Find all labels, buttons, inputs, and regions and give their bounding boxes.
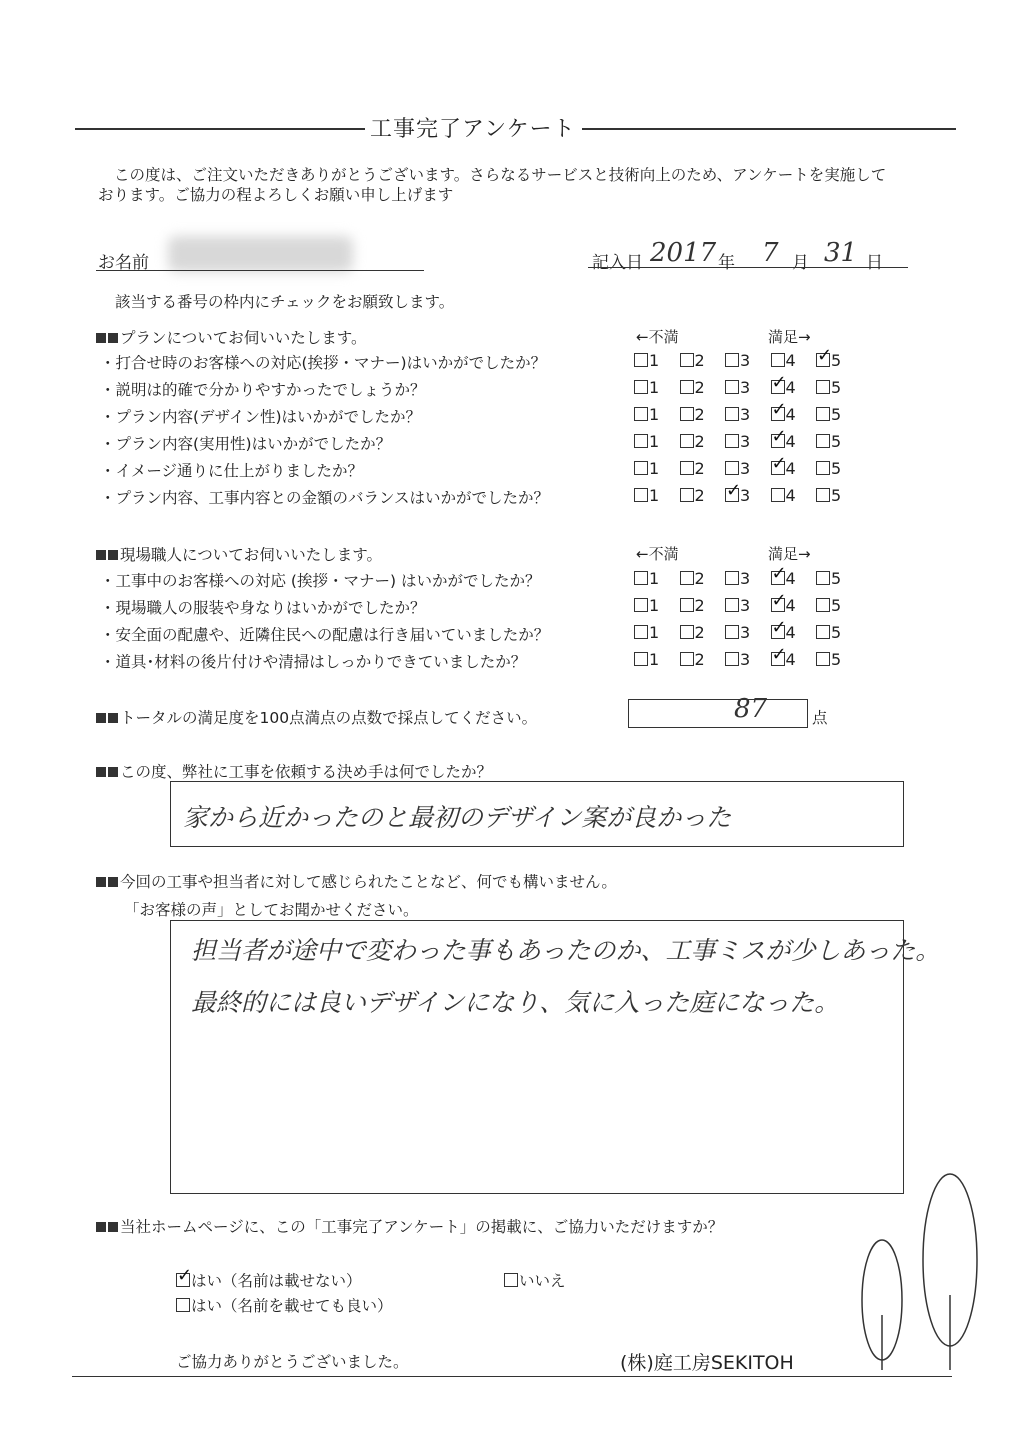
publish-option-no[interactable]: いいえ bbox=[504, 1269, 566, 1291]
rating-option-label: 4 bbox=[785, 569, 796, 588]
rating-option-1[interactable] bbox=[634, 486, 659, 505]
rating-option-label: 4 bbox=[785, 351, 796, 370]
rating-option-1[interactable] bbox=[634, 569, 659, 588]
checkbox-icon[interactable] bbox=[816, 407, 830, 421]
rating-option-label: 4 bbox=[785, 459, 796, 478]
bullet-square-icon bbox=[96, 713, 106, 723]
rating-option-4[interactable] bbox=[771, 596, 796, 615]
rating-option-label: 1 bbox=[649, 623, 660, 642]
rating-option-3[interactable] bbox=[725, 623, 750, 642]
checkbox-icon[interactable] bbox=[504, 1273, 518, 1287]
checkbox-icon[interactable] bbox=[634, 353, 648, 367]
bullet-square-icon bbox=[96, 1222, 106, 1232]
voice-answer-line-1: 担当者が途中で変わった事もあったのか、工事ミスが少しあった。 bbox=[191, 936, 941, 965]
rating-option-label: 5 bbox=[831, 486, 842, 505]
rating-option-2[interactable] bbox=[680, 459, 705, 478]
rating-option-label: 1 bbox=[649, 569, 660, 588]
rating-option-4[interactable] bbox=[771, 459, 796, 478]
rating-option-label: 3 bbox=[740, 596, 751, 615]
rating-option-3[interactable] bbox=[725, 569, 750, 588]
rating-option-label: 2 bbox=[694, 486, 705, 505]
rating-option-label: 3 bbox=[740, 351, 751, 370]
year-unit: 年 bbox=[718, 253, 735, 273]
checkbox-icon[interactable] bbox=[816, 625, 830, 639]
rating-option-1[interactable] bbox=[634, 459, 659, 478]
checkbox-icon[interactable] bbox=[680, 488, 694, 502]
rating-option-label: 1 bbox=[649, 650, 660, 669]
checkbox-icon[interactable] bbox=[725, 353, 739, 367]
rating-option-2[interactable] bbox=[680, 623, 705, 642]
rating-option-5[interactable] bbox=[816, 596, 841, 615]
checked-box-icon[interactable] bbox=[176, 1273, 190, 1287]
rating-option-3[interactable] bbox=[725, 432, 750, 451]
thanks-text: ご協力ありがとうございました。 bbox=[176, 1353, 409, 1371]
rating-option-label: 1 bbox=[649, 596, 660, 615]
rating-option-2[interactable] bbox=[680, 351, 705, 370]
checkbox-icon[interactable] bbox=[725, 407, 739, 421]
intro-line-2: おります。ご協力の程よろしくお願い申し上げます bbox=[98, 186, 454, 204]
rating-option-label: 5 bbox=[831, 596, 842, 615]
checkbox-icon[interactable] bbox=[634, 571, 648, 585]
publish-option-yes-anon[interactable]: ✓はい（名前は載せない） bbox=[176, 1269, 362, 1291]
checkbox-icon[interactable] bbox=[816, 488, 830, 502]
checked-box-icon[interactable] bbox=[771, 380, 785, 394]
score-value: 87 bbox=[734, 694, 768, 724]
checkbox-icon[interactable] bbox=[634, 598, 648, 612]
rating-option-5[interactable] bbox=[816, 650, 841, 669]
rating-option-label: 4 bbox=[785, 650, 796, 669]
rating-option-1[interactable] bbox=[634, 432, 659, 451]
rating-option-2[interactable] bbox=[680, 405, 705, 424]
rating-option-label: 4 bbox=[785, 405, 796, 424]
checkbox-icon[interactable] bbox=[176, 1298, 190, 1312]
publish-option-yes-named[interactable]: はい（名前を載せても良い） bbox=[176, 1294, 393, 1316]
checkbox-icon[interactable] bbox=[680, 598, 694, 612]
rating-option-label: 2 bbox=[694, 351, 705, 370]
rating-option-label: 2 bbox=[694, 569, 705, 588]
question-text: ・イメージ通りに仕上がりましたか？ bbox=[100, 462, 364, 480]
reason-answer: 家から近かったのと最初のデザイン案が良かった bbox=[183, 803, 732, 832]
rating-option-3[interactable] bbox=[725, 650, 750, 669]
rating-option-2[interactable] bbox=[680, 596, 705, 615]
checkbox-icon[interactable] bbox=[680, 571, 694, 585]
rating-option-label: 5 bbox=[831, 432, 842, 451]
rating-option-2[interactable] bbox=[680, 432, 705, 451]
checked-box-icon[interactable] bbox=[725, 488, 739, 502]
question-text: ・説明は的確で分かりやすかったでしょうか？ bbox=[100, 381, 426, 399]
rating-option-label: 5 bbox=[831, 623, 842, 642]
date-day: 31 bbox=[824, 238, 858, 268]
rating-option-label: 3 bbox=[740, 650, 751, 669]
rating-option-label: 2 bbox=[694, 650, 705, 669]
question-text: ・プラン内容(実用性)はいかがでしたか？ bbox=[100, 435, 392, 453]
rating-option-label: 4 bbox=[785, 378, 796, 397]
checkbox-icon[interactable] bbox=[725, 380, 739, 394]
rating-option-label: 4 bbox=[785, 486, 796, 505]
rating-option-label: 3 bbox=[740, 432, 751, 451]
rating-option-label: 2 bbox=[694, 623, 705, 642]
rating-option-5[interactable] bbox=[816, 405, 841, 424]
checkbox-icon[interactable] bbox=[680, 434, 694, 448]
rating-option-1[interactable] bbox=[634, 650, 659, 669]
checkbox-icon[interactable] bbox=[725, 571, 739, 585]
rating-option-label: 5 bbox=[831, 405, 842, 424]
checkbox-icon[interactable] bbox=[816, 380, 830, 394]
bullet-square-icon bbox=[108, 1222, 118, 1232]
checkbox-icon[interactable] bbox=[634, 434, 648, 448]
rating-option-4[interactable] bbox=[771, 623, 796, 642]
checkbox-icon[interactable] bbox=[680, 353, 694, 367]
rating-option-label: 1 bbox=[649, 459, 660, 478]
staff-section-heading: 現場職人についてお伺いいたします。 bbox=[96, 543, 382, 565]
question-text: ・プラン内容(デザイン性)はいかがでしたか？ bbox=[100, 408, 422, 426]
rating-option-label: 3 bbox=[740, 459, 751, 478]
rating-option-label: 1 bbox=[649, 378, 660, 397]
bullet-square-icon bbox=[96, 550, 106, 560]
bullet-square-icon bbox=[96, 333, 106, 343]
instruction: 該当する番号の枠内にチェックをお願致します。 bbox=[115, 293, 455, 311]
rating-option-2[interactable] bbox=[680, 378, 705, 397]
rating-option-label: 5 bbox=[831, 459, 842, 478]
rating-option-2[interactable] bbox=[680, 650, 705, 669]
bullet-square-icon bbox=[108, 550, 118, 560]
checkbox-icon[interactable] bbox=[771, 488, 785, 502]
reason-heading: この度、弊社に工事を依頼する決め手は何でしたか？ bbox=[96, 760, 492, 782]
scale-low: ←不満 bbox=[636, 328, 679, 346]
checkbox-icon[interactable] bbox=[816, 598, 830, 612]
checkbox-icon[interactable] bbox=[634, 407, 648, 421]
checkbox-icon[interactable] bbox=[725, 461, 739, 475]
rating-option-label: 5 bbox=[831, 569, 842, 588]
rating-option-5[interactable] bbox=[816, 378, 841, 397]
checkbox-icon[interactable] bbox=[634, 625, 648, 639]
rating-option-5[interactable] bbox=[816, 459, 841, 478]
voice-answer-line-2: 最終的には良いデザインになり、気に入った庭になった。 bbox=[191, 988, 840, 1017]
checkbox-icon[interactable] bbox=[816, 571, 830, 585]
score-unit: 点 bbox=[812, 709, 828, 727]
day-unit: 日 bbox=[866, 253, 883, 273]
question-text: ・打合せ時のお客様への対応(挨拶・マナー)はいかがでしたか？ bbox=[100, 354, 547, 372]
checkbox-icon[interactable] bbox=[634, 652, 648, 666]
score-field[interactable] bbox=[628, 694, 808, 728]
rating-option-label: 2 bbox=[694, 378, 705, 397]
month-unit: 月 bbox=[792, 253, 809, 273]
rating-option-3[interactable] bbox=[725, 459, 750, 478]
checked-box-icon[interactable] bbox=[771, 434, 785, 448]
rating-option-5[interactable] bbox=[816, 569, 841, 588]
rating-option-1[interactable] bbox=[634, 623, 659, 642]
rating-option-4[interactable] bbox=[771, 650, 796, 669]
bottom-rule bbox=[72, 1376, 952, 1377]
checkbox-icon[interactable] bbox=[634, 461, 648, 475]
voice-answer-box[interactable] bbox=[170, 920, 941, 1194]
rating-option-4[interactable] bbox=[771, 405, 796, 424]
scale-high: 満足→ bbox=[768, 545, 811, 563]
rating-option-label: 2 bbox=[694, 459, 705, 478]
rating-option-2[interactable] bbox=[680, 569, 705, 588]
rating-option-label: 3 bbox=[740, 569, 751, 588]
rating-option-label: 2 bbox=[694, 432, 705, 451]
question-text: ・現場職人の服装や身なりはいかがでしたか？ bbox=[100, 599, 426, 617]
rating-option-5[interactable] bbox=[816, 486, 841, 505]
rating-option-label: 1 bbox=[649, 486, 660, 505]
rating-option-4[interactable] bbox=[771, 351, 796, 370]
rating-option-3[interactable] bbox=[725, 405, 750, 424]
checked-box-icon[interactable] bbox=[771, 652, 785, 666]
checkbox-icon[interactable] bbox=[680, 380, 694, 394]
publish-heading: 当社ホームページに、この「工事完了アンケート」の掲載に、ご協力いただけますか？ bbox=[96, 1215, 723, 1237]
rating-option-3[interactable] bbox=[725, 486, 750, 505]
intro-text bbox=[98, 165, 948, 205]
checkbox-icon[interactable] bbox=[634, 380, 648, 394]
rating-option-3[interactable] bbox=[725, 596, 750, 615]
checkbox-icon[interactable] bbox=[771, 353, 785, 367]
rating-option-label: 4 bbox=[785, 623, 796, 642]
rating-option-1[interactable] bbox=[634, 351, 659, 370]
rating-option-5[interactable] bbox=[816, 351, 841, 370]
name-redacted bbox=[168, 236, 353, 272]
rating-option-5[interactable] bbox=[816, 432, 841, 451]
title-rule-left bbox=[75, 128, 365, 130]
checkbox-icon[interactable] bbox=[680, 461, 694, 475]
rating-option-label: 2 bbox=[694, 405, 705, 424]
question-text: ・工事中のお客様への対応 (挨拶・マナー) はいかがでしたか？ bbox=[100, 572, 541, 590]
voice-subheading: 「お客様の声」としてお聞かせください。 bbox=[124, 901, 419, 919]
rating-option-3[interactable] bbox=[725, 351, 750, 370]
rating-option-label: 5 bbox=[831, 378, 842, 397]
name-underline bbox=[96, 270, 424, 271]
checkbox-icon[interactable] bbox=[680, 625, 694, 639]
rating-option-label: 3 bbox=[740, 486, 751, 505]
checked-box-icon[interactable] bbox=[771, 461, 785, 475]
checkbox-icon[interactable] bbox=[816, 434, 830, 448]
rating-option-label: 1 bbox=[649, 405, 660, 424]
bullet-square-icon bbox=[96, 767, 106, 777]
checked-box-icon[interactable] bbox=[771, 598, 785, 612]
rating-option-label: 4 bbox=[785, 596, 796, 615]
rating-option-label: 3 bbox=[740, 405, 751, 424]
checkbox-icon[interactable] bbox=[680, 652, 694, 666]
checked-box-icon[interactable] bbox=[771, 407, 785, 421]
rating-option-1[interactable] bbox=[634, 378, 659, 397]
date-year: 2017 bbox=[650, 238, 717, 268]
reason-answer-box[interactable] bbox=[170, 781, 904, 847]
rating-option-label: 3 bbox=[740, 623, 751, 642]
checkbox-icon[interactable] bbox=[816, 461, 830, 475]
rating-option-label: 1 bbox=[649, 351, 660, 370]
rating-option-4[interactable] bbox=[771, 378, 796, 397]
rating-option-label: 5 bbox=[831, 351, 842, 370]
scale-low: ←不満 bbox=[636, 545, 679, 563]
rating-option-1[interactable] bbox=[634, 596, 659, 615]
date-underline bbox=[588, 267, 908, 268]
rating-option-4[interactable] bbox=[771, 432, 796, 451]
rating-option-label: 3 bbox=[740, 378, 751, 397]
bullet-square-icon bbox=[108, 767, 118, 777]
rating-option-5[interactable] bbox=[816, 623, 841, 642]
rating-option-4[interactable] bbox=[771, 569, 796, 588]
total-heading: トータルの満足度を100点満点の点数で採点してください。 bbox=[96, 706, 537, 728]
tree-illustration-icon bbox=[852, 1165, 982, 1375]
scale-high: 満足→ bbox=[768, 328, 811, 346]
date-month: 7 bbox=[762, 238, 779, 268]
form-title: 工事完了アンケート bbox=[370, 117, 576, 142]
rating-option-1[interactable] bbox=[634, 405, 659, 424]
checkbox-icon[interactable] bbox=[725, 652, 739, 666]
rating-option-label: 2 bbox=[694, 596, 705, 615]
rating-option-4[interactable] bbox=[771, 486, 796, 505]
bullet-square-icon bbox=[108, 877, 118, 887]
rating-option-label: 5 bbox=[831, 650, 842, 669]
question-text: ・道具･材料の後片付けや清掃はしっかりできていましたか？ bbox=[100, 653, 527, 671]
date-label: 記入日 bbox=[592, 253, 643, 273]
rating-option-label: 4 bbox=[785, 432, 796, 451]
voice-heading: 今回の工事や担当者に対して感じられたことなど、何でも構いません。 bbox=[96, 870, 617, 892]
plan-section-heading: プランについてお伺いいたします。 bbox=[96, 326, 366, 348]
company-name: (株)庭工房SEKITOH bbox=[620, 1352, 794, 1374]
checkbox-icon[interactable] bbox=[634, 488, 648, 502]
bullet-square-icon bbox=[96, 877, 106, 887]
name-label: お名前 bbox=[98, 253, 149, 273]
intro-line-1: この度は、ご注文いただきありがとうございます。さらなるサービスと技術向上のため、アンケートを実施して bbox=[114, 166, 887, 184]
checked-box-icon[interactable] bbox=[771, 625, 785, 639]
checked-box-icon[interactable] bbox=[816, 353, 830, 367]
bullet-square-icon bbox=[108, 713, 118, 723]
bullet-square-icon bbox=[108, 333, 118, 343]
checkbox-icon[interactable] bbox=[725, 434, 739, 448]
checkbox-icon[interactable] bbox=[816, 652, 830, 666]
checked-box-icon[interactable] bbox=[771, 571, 785, 585]
rating-option-2[interactable] bbox=[680, 486, 705, 505]
question-text: ・安全面の配慮や、近隣住民への配慮は行き届いていましたか？ bbox=[100, 626, 550, 644]
rating-option-3[interactable] bbox=[725, 378, 750, 397]
checkbox-icon[interactable] bbox=[725, 598, 739, 612]
question-text: ・プラン内容、工事内容との金額のバランスはいかがでしたか？ bbox=[100, 489, 550, 507]
title-rule-right bbox=[582, 128, 956, 130]
checkbox-icon[interactable] bbox=[680, 407, 694, 421]
checkbox-icon[interactable] bbox=[725, 625, 739, 639]
rating-option-label: 1 bbox=[649, 432, 660, 451]
